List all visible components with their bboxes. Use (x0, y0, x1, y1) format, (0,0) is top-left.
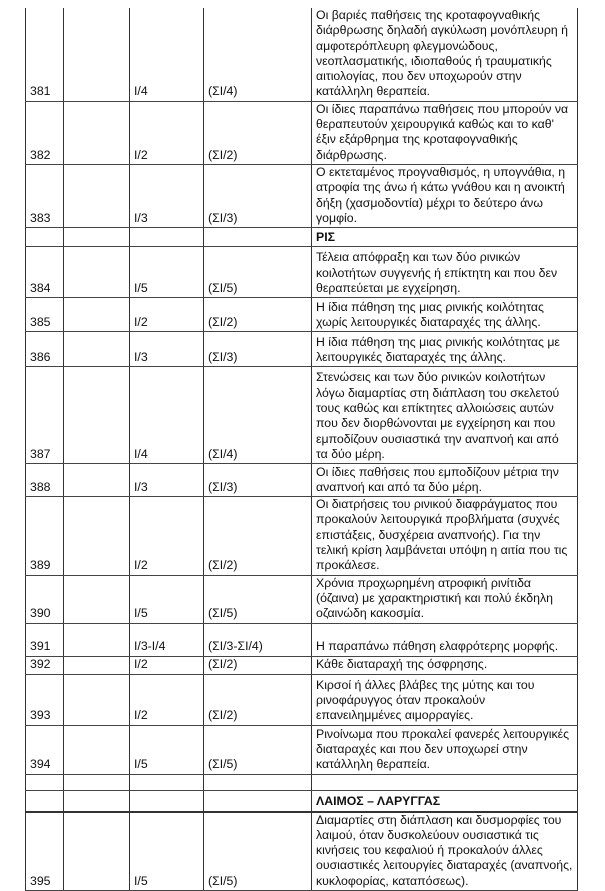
code-cell: 390 (26, 575, 64, 623)
empty-row (26, 774, 578, 790)
blank-cell (64, 656, 130, 674)
blank-cell (64, 101, 130, 164)
section-title-nose: ΡΙΣ (312, 228, 578, 247)
si-cell: (ΣΙ/4) (204, 367, 312, 464)
section-header-row (26, 228, 578, 247)
table-row (26, 247, 578, 298)
si-cell: (ΣΙ/5) (204, 575, 312, 623)
blank-cell (64, 623, 130, 656)
degree-cell: I/2 (130, 656, 204, 674)
code-cell: 381 (26, 8, 64, 101)
table-row (26, 674, 578, 725)
degree-cell: I/5 (130, 725, 204, 774)
degree-cell: I/3 (130, 164, 204, 227)
blank-cell (64, 367, 130, 464)
blank-cell (312, 774, 578, 790)
code-cell: 388 (26, 464, 64, 497)
blank-cell (204, 774, 312, 790)
blank-cell (64, 464, 130, 497)
blank-cell (64, 8, 130, 101)
code-cell: 385 (26, 298, 64, 332)
table-row (26, 497, 578, 575)
description-cell: Κάθε διαταραχή της όσφρησης. (312, 656, 578, 674)
code-cell: 395 (26, 812, 64, 891)
degree-cell: I/3 (130, 464, 204, 497)
si-cell: (ΣΙ/2) (204, 298, 312, 332)
description-cell: Κιρσοί ή άλλες βλάβες της μύτης και του ρινοφάρυγγος όταν προκαλούν επανειλημμένες αιμορραγίες. (312, 674, 578, 725)
si-cell: (ΣΙ/2) (204, 656, 312, 674)
degree-cell: I/3-I/4 (130, 623, 204, 656)
degree-cell: I/2 (130, 101, 204, 164)
section-title-throat-larynx: ΛΑΙΜΟΣ – ΛΑΡΥΓΓΑΣ (312, 790, 578, 812)
blank-cell (64, 812, 130, 891)
table-row (26, 575, 578, 623)
degree-cell: I/2 (130, 674, 204, 725)
code-cell: 382 (26, 101, 64, 164)
description-cell: Η ίδια πάθηση της μιας ρινικής κοιλότητας χωρίς λειτουργικές διαταραχές της άλλης. (312, 298, 578, 332)
blank-cell (204, 790, 312, 812)
description-cell: Ο εκτεταμένος προγναθισμός, η υπογνάθια, η ατροφία της άνω ή κάτω γνάθου και η ανοικτή δήξη (χασμοδοντία) μέχρι το δεύτερο άνω γομφίο. (312, 164, 578, 227)
table-row (26, 332, 578, 367)
description-cell: Η ίδια πάθηση της μιας ρινικής κοιλότητας με λειτουργικές διαταραχές της άλλης. (312, 332, 578, 367)
blank-cell (130, 774, 204, 790)
blank-cell (26, 790, 64, 812)
blank-cell (64, 247, 130, 298)
table-row (26, 812, 578, 891)
degree-cell: I/2 (130, 298, 204, 332)
si-cell: (ΣΙ/5) (204, 812, 312, 891)
si-cell: (ΣΙ/3) (204, 164, 312, 227)
degree-cell: I/5 (130, 812, 204, 891)
blank-cell (64, 164, 130, 227)
code-cell: 383 (26, 164, 64, 227)
degree-cell: I/5 (130, 575, 204, 623)
blank-cell (64, 228, 130, 247)
degree-cell: I/3 (130, 332, 204, 367)
code-cell: 394 (26, 725, 64, 774)
description-cell: Διαμαρτίες στη διάπλαση και δυσμορφίες του λαιμού, όταν δυσκολεύουν ουσιαστικά τις κινήσεις του κεφαλιού ή προκαλούν άλλες ουσιαστικές λειτουργίες διαταραχές (αναπνοής, κυκλοφορίας, καταπόσεως). (312, 812, 578, 891)
description-cell: Οι διατρήσεις του ρινικού διαφράγματος που προκαλούν λειτουργικά προβλήματα (συχνές επιστάξεις, δυσχέρεια αναπνοής). Για την τελική κρίση λαμβάνεται υπόψη η αιτία που τις προκάλεσε. (312, 497, 578, 575)
si-cell: (ΣΙ/5) (204, 725, 312, 774)
blank-cell (130, 790, 204, 812)
description-cell: Οι βαριές παθήσεις της κροταφογναθικής διάρθρωσης δηλαδή αγκύλωση μονόπλευρη ή αμφοτερόπλευρη φλεγμονώδους, νεοπλασματικής, ιδιοπαθούς ή τραυματικής αιτιολογίας, που δεν υποχωρούν στην κατάλληλη θεραπεία. (312, 8, 578, 101)
blank-cell (64, 575, 130, 623)
table-row (26, 8, 578, 101)
blank-cell (204, 228, 312, 247)
blank-cell (130, 228, 204, 247)
table-row (26, 623, 578, 656)
degree-cell: I/4 (130, 8, 204, 101)
blank-cell (64, 332, 130, 367)
table-row (26, 164, 578, 227)
section-header-row (26, 790, 578, 812)
code-cell: 384 (26, 247, 64, 298)
code-cell: 391 (26, 623, 64, 656)
si-cell: (ΣΙ/4) (204, 8, 312, 101)
blank-cell (64, 674, 130, 725)
si-cell: (ΣΙ/2) (204, 497, 312, 575)
si-cell: (ΣΙ/3) (204, 464, 312, 497)
table-row (26, 101, 578, 164)
code-cell: 387 (26, 367, 64, 464)
code-cell: 389 (26, 497, 64, 575)
table-row (26, 367, 578, 464)
table-row (26, 464, 578, 497)
description-cell: Οι ίδιες παθήσεις που εμποδίζουν μέτρια την αναπνοή και από τα δύο μέρη. (312, 464, 578, 497)
blank-cell (64, 497, 130, 575)
si-cell: (ΣΙ/3) (204, 332, 312, 367)
degree-cell: I/5 (130, 247, 204, 298)
blank-cell (26, 228, 64, 247)
si-cell: (ΣΙ/5) (204, 247, 312, 298)
blank-cell (64, 298, 130, 332)
si-cell: (ΣΙ/2) (204, 674, 312, 725)
description-cell: Χρόνια προχωρημένη ατροφική ρινίτιδα (όζαινα) με χαρακτηριστική και πολύ έκδηλη οζαινώδη κακοσμία. (312, 575, 578, 623)
description-cell: Οι ίδιες παραπάνω παθήσεις που μπορούν να θεραπευτούν χειρουργικά καθώς και το καθ' έξιν εξάρθρημα της κροταφογναθικής διάρθρωσης. (312, 101, 578, 164)
si-cell: (ΣΙ/2) (204, 101, 312, 164)
degree-cell: I/4 (130, 367, 204, 464)
blank-cell (64, 725, 130, 774)
description-cell: Τέλεια απόφραξη και των δύο ρινικών κοιλοτήτων συγγενής ή επίκτητη και που δεν θεραπεύεται με εγχείρηση. (312, 247, 578, 298)
code-cell: 393 (26, 674, 64, 725)
si-cell: (ΣΙ/3-ΣΙ/4) (204, 623, 312, 656)
blank-cell (26, 774, 64, 790)
table-row (26, 298, 578, 332)
table-row (26, 656, 578, 674)
blank-cell (64, 790, 130, 812)
code-cell: 392 (26, 656, 64, 674)
code-cell: 386 (26, 332, 64, 367)
description-cell: Η παραπάνω πάθηση ελαφρότερης μορφής. (312, 623, 578, 656)
degree-cell: I/2 (130, 497, 204, 575)
table-row (26, 725, 578, 774)
blank-cell (64, 774, 130, 790)
disability-table (25, 8, 578, 891)
description-cell: Στενώσεις και των δύο ρινικών κοιλοτήτων λόγω διαμαρτίας στη διάπλαση του σκελετού τους καθώς και επίκτητες αλλοιώσεις αυτών που δεν διορθώνονται με εγχείρηση και που εμποδίζουν ουσιαστικά την αναπνοή και από τα δύο μέρη. (312, 367, 578, 464)
document-page (25, 8, 578, 891)
description-cell: Ρινοίνωμα που προκαλεί φανερές λειτουργικές διαταραχές και που δεν υποχωρεί στην κατάλληλη θεραπεία. (312, 725, 578, 774)
